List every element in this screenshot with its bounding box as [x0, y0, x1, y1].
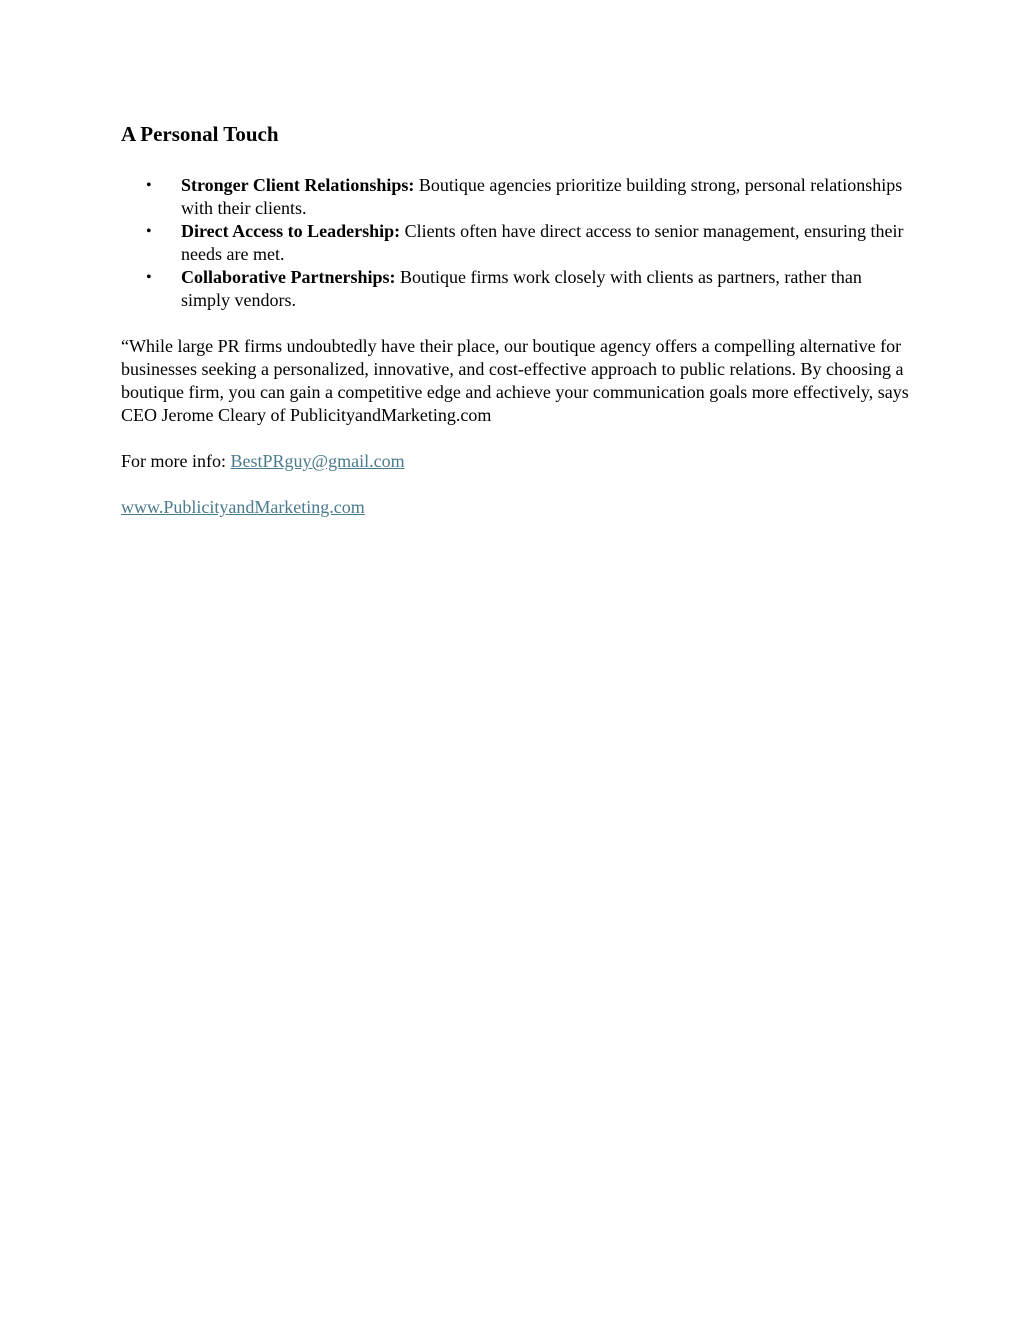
contact-line [121, 450, 911, 473]
bullet-icon: • [146, 223, 152, 240]
email-link[interactable]: BestPRguy@gmail.com [230, 451, 405, 471]
benefits-list [121, 174, 911, 312]
website-line [121, 496, 911, 519]
ceo-quote: “While large PR firms undoubtedly have their place, our boutique agency offers a compelling alternative for businesses seeking a personalized, innovative, and cost-effective approach to public relations. By choosing a boutique firm, you can gain a competitive edge and achieve your communication goals more effectively, says CEO Jerome Cleary of PublicityandMarketing.com [121, 336, 909, 425]
document-page [121, 118, 911, 519]
list-item [121, 174, 911, 220]
list-item-title: Direct Access to Leadership: [181, 221, 401, 241]
list-item [121, 266, 911, 312]
list-item-title: Stronger Client Relationships: [181, 175, 415, 195]
list-item [121, 220, 911, 266]
list-item-text: Boutique firms work closely with clients as partners, rather than simply vendors. [181, 267, 862, 310]
bullet-icon: • [146, 177, 152, 194]
list-item-title: Collaborative Partnerships: [181, 267, 396, 287]
website-link[interactable]: www.PublicityandMarketing.com [121, 497, 365, 517]
section-heading: A Personal Touch [121, 122, 279, 146]
list-item-text: Clients often have direct access to senior management, ensuring their needs are met. [181, 221, 904, 264]
list-item-text: Boutique agencies prioritize building strong, personal relationships with their clients. [181, 175, 903, 218]
bullet-icon: • [146, 269, 152, 286]
contact-label: For more info: [121, 451, 231, 471]
